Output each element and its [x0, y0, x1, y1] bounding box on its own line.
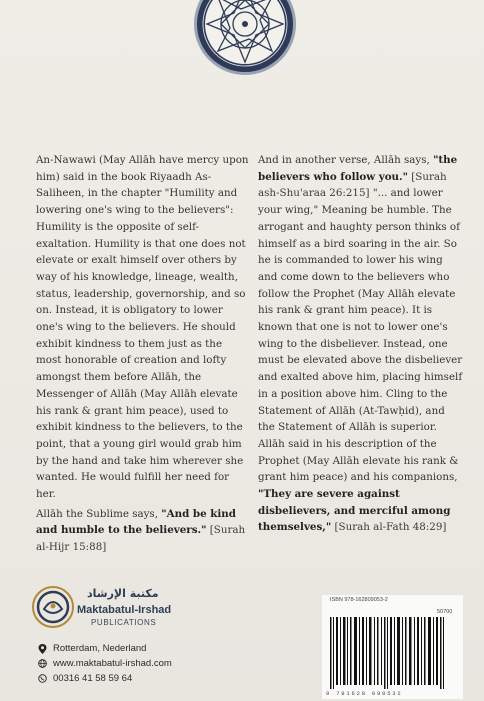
contact-website[interactable] — [38, 658, 172, 669]
quran-quote: "the believers who follow you." — [258, 154, 458, 183]
body-paragraph — [258, 152, 463, 536]
publisher-arabic-name: مكتبة الإرشاد — [87, 587, 159, 600]
phone-text: 00316 41 58 59 64 — [53, 673, 133, 684]
price-code: 50700 — [437, 609, 453, 615]
map-pin-icon — [38, 644, 47, 654]
globe-icon — [38, 659, 47, 668]
body-text: "... and lower your wing," Meaning be humble. The arrogant and haughty person thinks of himself as a bird soaring in the air. So he is commanded to lower his wing and come down to the believers who follow the Prophet (May Allāh elevate his rank & grant him peace). It is known that one is not to lower one's wing to the disbeliever. Instead, one must be elevated above the disbeliever and exalted above him, placing himself in a position above him. Cling to the Statement of Allāh (At-Tawḥid), and the Statement of Allāh is superior. Allāh said in his description of the Prophet (May Allāh elevate his rank & grant him peace) and his companions, — [258, 187, 463, 484]
verse-reference: [Surah al-Hijr 15:88] — [36, 524, 246, 554]
isbn-text: ISBN 978-162809053-2 — [330, 597, 388, 603]
barcode-digits: 9 781628 090532 — [326, 690, 403, 697]
publisher-logo — [31, 585, 191, 637]
publisher-emblem-icon — [31, 585, 75, 629]
verse-reference: [Surah ash-Shu'araa 26:215] — [258, 170, 447, 200]
quran-quote: "And be kind and humble to the believers." — [36, 507, 236, 537]
body-text: And in another verse, Allāh says, — [258, 154, 430, 166]
ornament-medallion-icon — [193, 0, 297, 76]
quran-quote: "They are severe against disbelievers, and merciful among themselves," — [258, 488, 451, 534]
left-column — [36, 152, 249, 556]
right-column — [258, 152, 463, 536]
body-text: Allāh the Sublime says, — [36, 507, 162, 520]
whatsapp-icon — [38, 674, 47, 683]
barcode-icon — [328, 617, 456, 689]
contact-location — [38, 643, 146, 654]
website-link[interactable]: www.maktabatul-irshad.com — [53, 658, 172, 669]
verse-reference: [Surah al-Fath 48:29] — [334, 521, 447, 534]
body-paragraph: An-Nawawi (May Allāh have mercy upon him) said in the book Riyaadh As-Saliheen, in the chapter "Humility and lowering one's wing to the believers": Humility is the opposite of self-exaltation. Humility is that one does not elevate or exalt himself over others by way of his knowledge, lineage, wealth, status, leadership, governorship, and so on. Instead, it is obligatory to lower one's wing to the believers. He should exhibit kindness to them just as the most honorable of creation and lofty amongst them before Allāh, the Messenger of Allāh (May Allāh elevate his rank & grant him peace), used to exhibit kindness to the believers, to the point, that a young girl would grab him by the hand and take him wherever she wanted. He would fulfill her need for her. — [36, 154, 249, 501]
contact-phone — [38, 673, 132, 684]
publisher-subtitle: PUBLICATIONS — [91, 618, 157, 627]
body-paragraph — [36, 506, 249, 556]
location-text: Rotterdam, Nederland — [53, 643, 147, 654]
publisher-name: Maktabatul-Irshad — [77, 604, 172, 616]
